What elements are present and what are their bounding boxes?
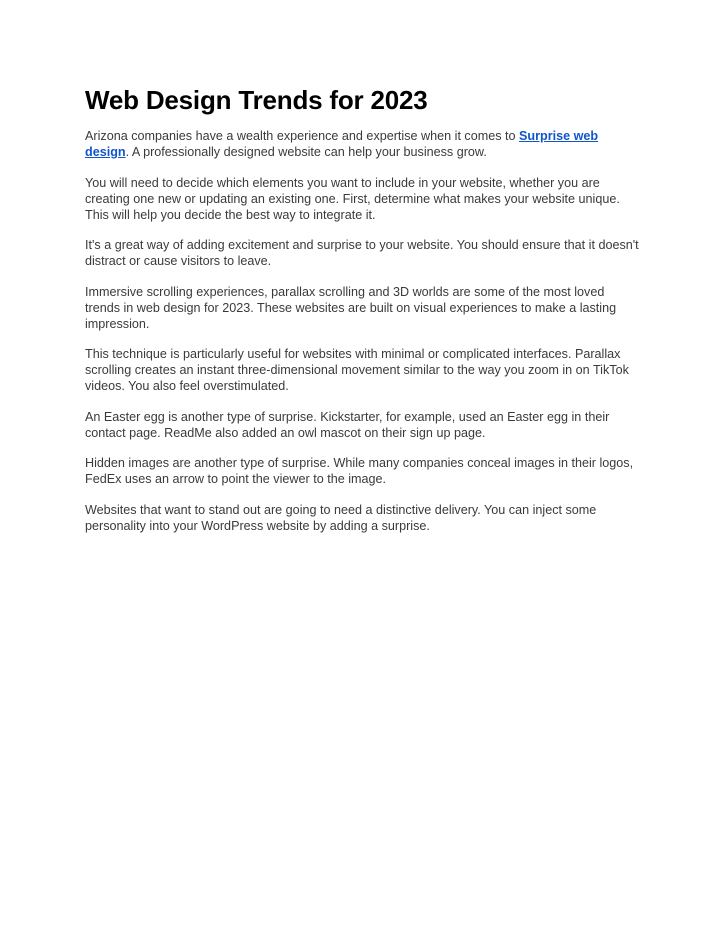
intro-text-before: Arizona companies have a wealth experience and expertise when it comes to: [85, 129, 520, 143]
paragraph-parallax: This technique is particularly useful for websites with minimal or complicated interfaces. Parallax scrolling creates an instant three-dimensional movement similar to the way you zoom in on TikTok videos. You also feel overstimulated.: [85, 347, 629, 393]
document-title: Web Design Trends for 2023: [85, 85, 428, 115]
document-page: [85, 84, 641, 548]
paragraph-excitement: It's a great way of adding excitement and surprise to your website. You should ensure that it doesn't distract or cause visitors to leave.: [85, 238, 639, 268]
surprise-web-design-link[interactable]: Surprise web design: [85, 129, 599, 159]
intro-paragraph: [85, 128, 641, 160]
paragraph-hidden-images: Hidden images are another type of surprise. While many companies conceal images in their logos, FedEx uses an arrow to point the viewer to the image.: [85, 456, 634, 486]
paragraph-easter-egg: An Easter egg is another type of surprise. Kickstarter, for example, used an Easter egg in their contact page. ReadMe also added an owl mascot on their sign up page.: [85, 409, 610, 440]
paragraph-elements: You will need to decide which elements you want to include in your website, whether you are creating one new or updating an existing one. First, determine what makes your website unique. This will help you decide the best way to integrate it.: [85, 175, 620, 222]
paragraph-stand-out: Websites that want to stand out are going to need a distinctive delivery. You can inject some personality into your WordPress website by adding a surprise.: [85, 502, 597, 533]
intro-text-after: . A professionally designed website can help your business grow.: [125, 145, 487, 159]
paragraph-immersive-scrolling: Immersive scrolling experiences, parallax scrolling and 3D worlds are some of the most loved trends in web design for 2023. These websites are built on visual experiences to make a lasting impression.: [85, 284, 617, 331]
